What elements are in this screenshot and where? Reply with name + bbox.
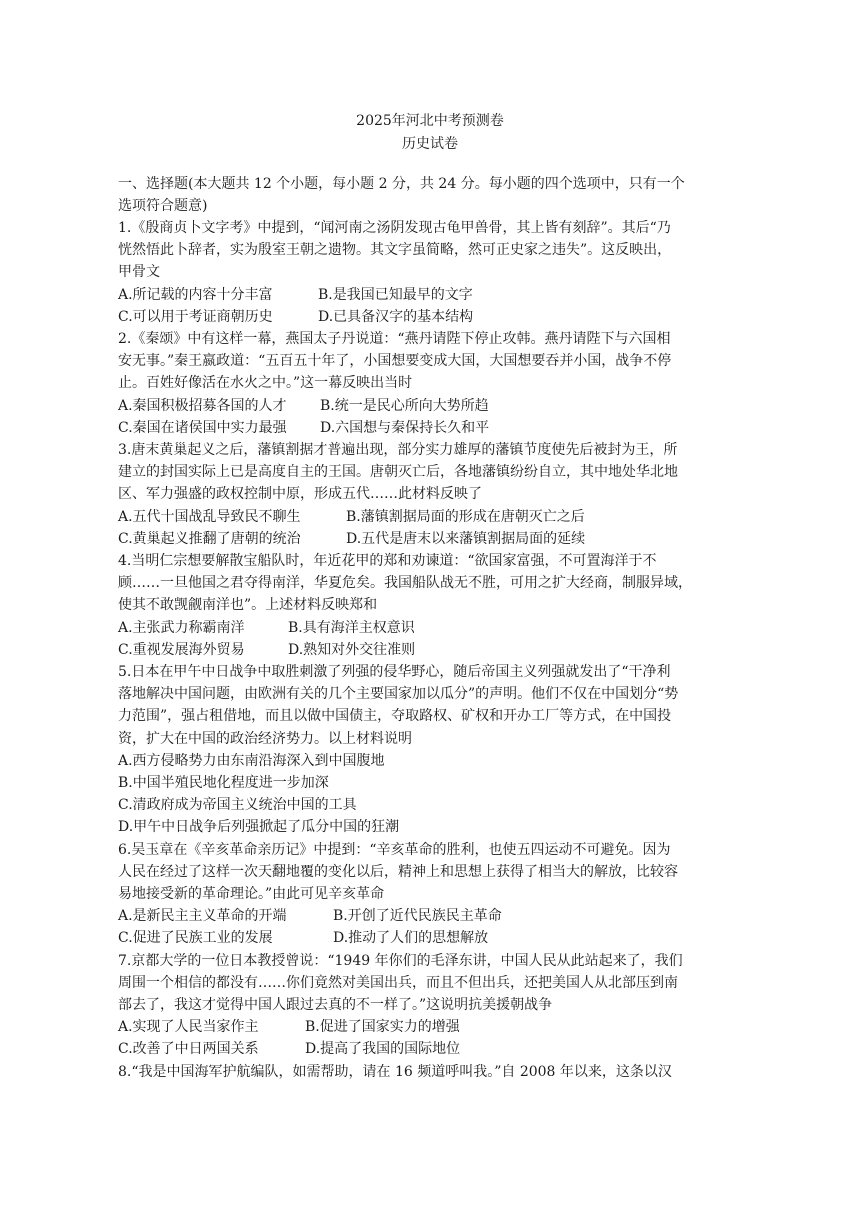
question-1-stem-line: 1.《殷商贞卜文字考》中提到，“闻河南之汤阴发现古龟甲兽骨，其上皆有刻辞”。其后“乃 xyxy=(118,220,671,236)
question-2-stem-line: 2.《秦颂》中有这样一幕，燕国太子丹说道：“燕丹请陛下停止攻韩。燕丹请陛下与六国相 xyxy=(118,331,671,347)
question-3-stem-line: 3.唐末黄巢起义之后，藩镇割据才普遍出现，部分实力雄厚的藩镇节度使先后被封为王，所 xyxy=(118,442,678,458)
question-6-stem-line: 易地接受新的革命理论。”由此可见辛亥革命 xyxy=(118,886,385,902)
answer-option: C.改善了中日两国关系 xyxy=(118,1041,259,1058)
answer-option: C.秦国在诸侯国中实力最强 xyxy=(118,419,287,436)
answer-option: D.已具备汉字的基本结构 xyxy=(318,308,474,325)
question-1-option-row xyxy=(118,284,473,306)
answer-option: A.秦国积极招募各国的人才 xyxy=(118,397,287,414)
answer-option: D.熟知对外交往准则 xyxy=(288,641,416,658)
answer-option: A.五代十国战乱导致民不聊生 xyxy=(118,508,301,525)
answer-option: A.实现了人民当家作主 xyxy=(118,1019,259,1036)
answer-option: B.藩镇割据局面的形成在唐朝灭亡之后 xyxy=(346,508,585,525)
answer-option: B.是我国已知最早的文字 xyxy=(318,286,473,303)
question-5-stem-line: 力范围”，强占租借地，而且以做中国债主，夺取路权、矿权和开办工厂等方式，在中国投 xyxy=(118,708,672,725)
question-2-stem-line: 止。百姓好像活在水火之中。”这一幕反映出当时 xyxy=(118,375,413,392)
question-6-stem-line: 6.吴玉章在《辛亥革命亲历记》中提到：“辛亥革命的胜利，也使五四运动不可避免。因为 xyxy=(118,841,671,858)
section-heading-cont: 选项符合题意) xyxy=(118,198,208,214)
question-4-option-row xyxy=(118,639,416,661)
answer-option: B.统一是民心所向大势所趋 xyxy=(320,397,489,414)
question-7-stem-line: 部去了，我这才觉得中国人跟过去真的不一样了。”这说明抗美援朝战争 xyxy=(118,997,553,1013)
question-4-stem-line: 顾……一旦他国之君夺得南洋，华夏危矣。我国船队战无不胜，可用之扩大经商，制服异域， xyxy=(118,575,692,592)
question-3-stem-line: 建立的封国实际上已是高度自主的王国。唐朝灭亡后，各地藩镇纷纷自立，其中地处华北地 xyxy=(118,464,678,481)
question-2-option-row xyxy=(118,395,489,417)
question-7-stem-line: 周围一个相信的都没有……你们竟然对美国出兵，而且不但出兵，还把美国人从北部压到南 xyxy=(118,974,678,991)
answer-option: D.六国想与秦保持长久和平 xyxy=(320,419,490,436)
question-2-option-row xyxy=(118,417,490,439)
answer-option: B.开创了近代民族民主革命 xyxy=(333,908,502,925)
question-4-stem-line: 使其不敢觊觎南洋也”。上述材料反映郑和 xyxy=(118,597,378,614)
question-1-stem-line: 甲骨文 xyxy=(118,264,160,281)
answer-option: D.五代是唐末以来藩镇割据局面的延续 xyxy=(346,530,586,547)
question-7-option-row xyxy=(118,1038,461,1060)
answer-option: D.甲午中日战争后列强掀起了瓜分中国的狂潮 xyxy=(118,819,400,836)
question-6-option-row xyxy=(118,927,489,949)
question-3-option-row xyxy=(118,528,586,550)
section-heading: 一、选择题(本大题共 12 个小题，每小题 2 分，共 24 分。每小题的四个选项中，只有一个 xyxy=(118,176,685,192)
question-7-option-row xyxy=(118,1016,460,1038)
question-7-stem-line: 7.京都大学的一位日本教授曾说：“1949 年你们的毛泽东讲，中国人民从此站起来了，我们 xyxy=(118,952,683,969)
question-5-stem-line: 资，扩大在中国的政治经济势力。以上材料说明 xyxy=(118,730,412,747)
question-2-stem-line: 安无事。”秦王嬴政道：“五百五十年了，小国想要变成大国，大国想要吞并小国，战争不停 xyxy=(118,353,672,370)
question-5-option-row xyxy=(118,772,329,794)
question-6-stem-line: 人民在经过了这样一次天翻地覆的变化以后，精神上和思想上获得了相当大的解放，比较容 xyxy=(118,863,678,880)
question-5-option-row xyxy=(118,794,357,816)
question-4-stem-line: 4.当明仁宗想要解散宝船队时，年近花甲的郑和劝谏道：“欲国家富强，不可置海洋于不 xyxy=(118,553,657,569)
answer-option: C.清政府成为帝国主义统治中国的工具 xyxy=(118,797,357,814)
answer-option: C.促进了民族工业的发展 xyxy=(118,930,273,947)
exam-subtitle: 历史试卷 xyxy=(402,136,458,152)
question-6-option-row xyxy=(118,905,502,927)
question-5-option-row xyxy=(118,750,385,772)
answer-option: C.重视发展海外贸易 xyxy=(118,641,245,658)
question-8-stem-line: 8.“我是中国海军护航编队，如需帮助，请在 16 频道呼叫我。”自 2008 年以来，这条以汉 xyxy=(118,1063,672,1080)
answer-option: A.是新民主主义革命的开端 xyxy=(118,908,287,925)
question-1-stem-line: 恍然悟此卜辞者，实为殷室王朝之遗物。其文字虽简略，然可正史家之违失”。这反映出， xyxy=(118,242,672,259)
question-3-option-row xyxy=(118,506,585,528)
answer-option: A.主张武力称霸南洋 xyxy=(118,619,245,636)
question-5-option-row xyxy=(118,816,399,838)
exam-title: 2025年河北中考预测卷 xyxy=(356,113,504,129)
question-5-stem-line: 5.日本在甲午中日战争中取胜刺激了列强的侵华野心，随后帝国主义列强就发出了“干净利 xyxy=(118,664,671,680)
answer-option: B.中国半殖民地化程度进一步加深 xyxy=(118,775,329,791)
question-4-option-row xyxy=(118,617,415,639)
question-5-stem-line: 落地解决中国问题，由欧洲有关的几个主要国家加以瓜分”的声明。他们不仅在中国划分“势 xyxy=(118,686,679,703)
answer-option: B.具有海洋主权意识 xyxy=(288,619,415,636)
answer-option: B.促进了国家实力的增强 xyxy=(305,1019,460,1036)
question-3-stem-line: 区、军力强盛的政权控制中原，形成五代……此材料反映了 xyxy=(118,486,482,503)
answer-option: C.可以用于考证商朝历史 xyxy=(118,308,273,325)
question-1-option-row xyxy=(118,306,474,328)
answer-option: D.提高了我国的国际地位 xyxy=(305,1041,461,1058)
answer-option: D.推动了人们的思想解放 xyxy=(333,930,489,947)
answer-option: A.所记载的内容十分丰富 xyxy=(118,286,273,303)
answer-option: A.西方侵略势力由东南沿海深入到中国腹地 xyxy=(118,752,385,769)
answer-option: C.黄巢起义推翻了唐朝的统治 xyxy=(118,530,301,547)
